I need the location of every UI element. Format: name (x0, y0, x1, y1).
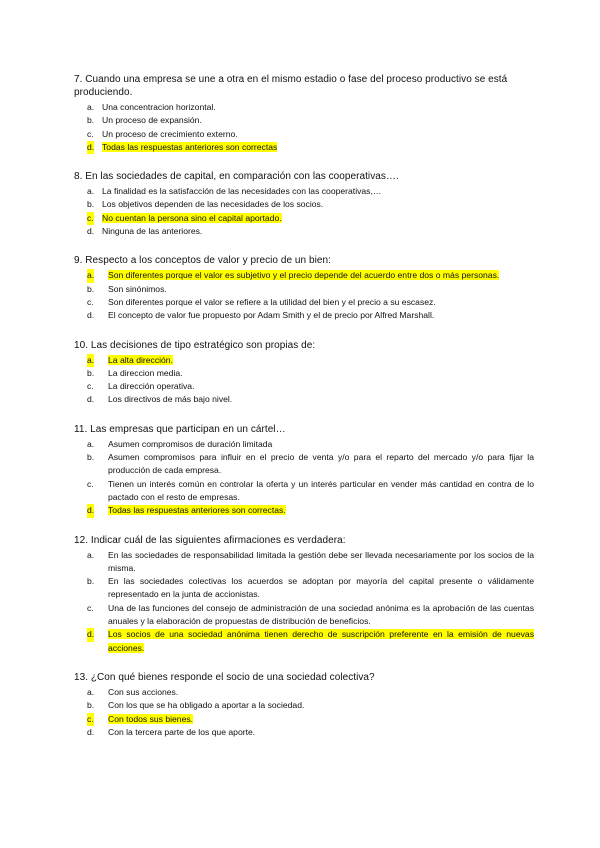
option-letter: d. (87, 726, 95, 737)
option-d (74, 141, 534, 154)
option-letter: d. (87, 628, 94, 641)
question-7 (74, 73, 534, 154)
option-d (74, 309, 534, 322)
option-c (74, 296, 534, 309)
option-letter: b. (87, 199, 95, 210)
option-a (74, 549, 534, 576)
option-a (74, 269, 534, 282)
option-text: Los objetivos dependen de las necesidades de los socios. (102, 199, 324, 210)
option-a (74, 354, 534, 367)
option-text: Con sus acciones. (108, 686, 179, 697)
option-letter: d. (87, 141, 94, 154)
option-d (74, 393, 534, 406)
option-text: Ninguna de las anteriores. (102, 226, 203, 237)
option-d (74, 628, 534, 655)
option-text: En las sociedades colectivas los acuerdos se adoptan por mayoría del capital presente o válidamente representado en la junta de accionistas. (108, 576, 534, 600)
option-list (74, 686, 534, 739)
option-letter: a. (87, 102, 95, 112)
option-text: La dirección operativa. (108, 381, 195, 392)
option-b (74, 575, 534, 602)
option-a (74, 185, 534, 198)
option-text-highlighted: Los socios de una sociedad anónima tienen derecho de suscripción preferente en la emisión de nuevas acciones. (108, 629, 534, 653)
option-letter: d. (87, 504, 94, 517)
option-text: Una de las funciones del consejo de administración de una sociedad anónima es la aprobación de las cuentas anuales y la elaboración de propuestas de distribución de beneficios. (108, 602, 534, 627)
option-b (74, 367, 534, 380)
option-letter: c. (87, 212, 94, 225)
option-text: Una concentracion horizontal. (102, 102, 216, 112)
question-stem: 13. ¿Con qué bienes responde el socio de una sociedad colectiva? (74, 671, 375, 683)
option-letter: c. (87, 713, 94, 726)
question-8 (74, 170, 534, 238)
option-text: La finalidad es la satisfacción de las necesidades con las cooperativas,… (102, 186, 382, 197)
option-text: Asumen compromisos para influir en el precio de venta y/o para el reparto del mercado y/o para fijar la producción de cada empresa. (108, 452, 534, 476)
option-letter: b. (87, 452, 95, 463)
option-text-highlighted: Todas las respuestas anteriores son correctas. (108, 505, 286, 516)
option-text-highlighted: La alta dirección. (108, 354, 173, 365)
option-list (74, 185, 534, 238)
option-text: Con los que se ha obligado a aportar a la sociedad. (108, 700, 305, 711)
option-list (74, 354, 534, 407)
option-d (74, 726, 534, 739)
option-list (74, 549, 534, 655)
option-letter: c. (87, 602, 94, 613)
option-letter: a. (87, 438, 95, 449)
option-c (74, 128, 534, 141)
option-letter: b. (87, 576, 95, 587)
question-stem: 7. Cuando una empresa se une a otra en el mismo estadio o fase del proceso productivo se está produciendo. (74, 74, 508, 98)
option-text: Un proceso de crecimiento externo. (102, 128, 238, 139)
option-c (74, 602, 534, 629)
option-text: Asumen compromisos de duración limitada (108, 438, 273, 449)
option-b (74, 699, 534, 712)
option-letter: b. (87, 115, 95, 126)
option-list (74, 438, 534, 518)
option-letter: a. (87, 686, 95, 697)
option-a (74, 101, 534, 114)
question-10 (74, 339, 534, 407)
option-text-highlighted: Con todos sus bienes. (108, 713, 194, 724)
option-text: El concepto de valor fue propuesto por Adam Smith y el de precio por Alfred Marshall. (108, 310, 435, 321)
question-stem: 8. En las sociedades de capital, en comparación con las cooperativas…. (74, 171, 399, 183)
option-letter: d. (87, 310, 95, 321)
option-text: En las sociedades de responsabilidad limitada la gestión debe ser llevada necesariamente por los socios de la misma. (108, 549, 534, 573)
question-stem: 11. Las empresas que participan en un cártel… (74, 423, 286, 435)
option-d (74, 504, 534, 517)
option-text-highlighted: Son diferentes porque el valor es subjetivo y el precio depende del acuerdo entre dos o más personas. (108, 270, 500, 281)
question-11 (74, 423, 534, 518)
option-text: Son diferentes porque el valor se refiere a la utilidad del bien y el precio a su escasez. (108, 296, 436, 307)
option-text: Tienen un interés común en controlar la oferta y un interés particular en vender más cantidad en contra de lo pactado con el resto de empresas. (108, 478, 534, 502)
option-c (74, 380, 534, 393)
option-text: Los directivos de más bajo nivel. (108, 394, 233, 405)
option-c (74, 713, 534, 726)
question-13 (74, 671, 534, 739)
option-b (74, 451, 534, 478)
option-letter: a. (87, 354, 94, 367)
option-text-highlighted: No cuentan la persona sino el capital aportado. (102, 212, 282, 223)
option-text: Un proceso de expansión. (102, 115, 202, 126)
option-c (74, 212, 534, 225)
option-letter: b. (87, 283, 95, 294)
option-letter: b. (87, 367, 95, 378)
option-letter: b. (87, 700, 95, 711)
option-letter: a. (87, 549, 95, 560)
option-b (74, 114, 534, 127)
option-letter: a. (87, 269, 94, 282)
option-letter: d. (87, 394, 95, 405)
option-a (74, 438, 534, 451)
option-text: Con la tercera parte de los que aporte. (108, 726, 256, 737)
option-a (74, 686, 534, 699)
option-letter: c. (87, 381, 94, 392)
option-letter: c. (87, 478, 94, 489)
option-list (74, 101, 534, 154)
option-letter: c. (87, 128, 94, 139)
option-b (74, 283, 534, 296)
option-c (74, 478, 534, 505)
option-text: Son sinónimos. (108, 283, 167, 294)
question-12 (74, 534, 534, 655)
question-stem: 12. Indicar cuál de las siguientes afirmaciones es verdadera: (74, 534, 346, 546)
exam-questions (74, 73, 534, 755)
option-text: La direccion media. (108, 367, 183, 378)
option-text-highlighted: Todas las respuestas anteriores son correctas (102, 141, 278, 152)
option-d (74, 225, 534, 238)
option-list (74, 269, 534, 322)
question-stem: 10. Las decisiones de tipo estratégico son propias de: (74, 339, 316, 351)
option-letter: c. (87, 296, 94, 307)
option-b (74, 198, 534, 211)
option-letter: a. (87, 186, 95, 197)
question-stem: 9. Respecto a los conceptos de valor y precio de un bien: (74, 255, 331, 267)
option-letter: d. (87, 226, 95, 237)
question-9 (74, 254, 534, 322)
